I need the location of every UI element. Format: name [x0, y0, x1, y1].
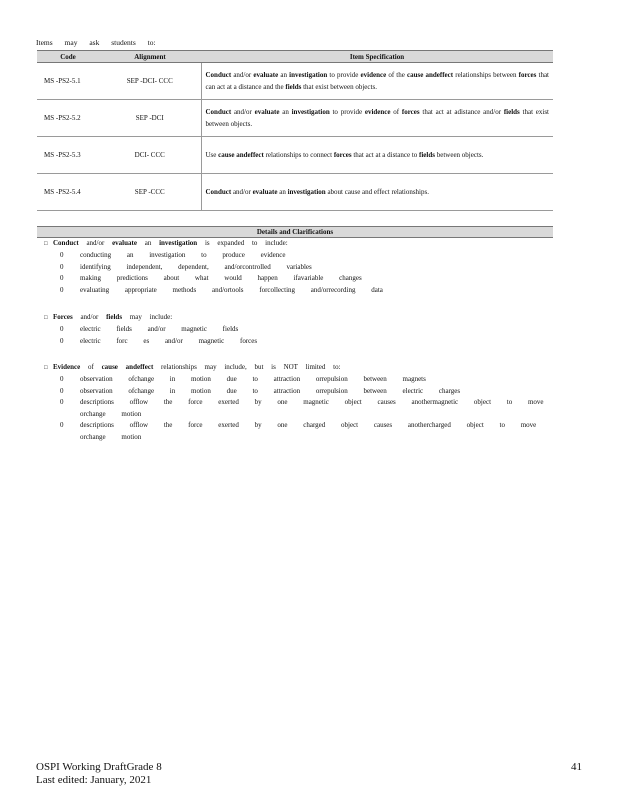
bold-term: forces [333, 150, 352, 159]
header-code: Code [37, 51, 99, 63]
item-specification-table [37, 50, 553, 211]
row-code: MS -PS2-5.2 [37, 100, 99, 137]
bold-term: Evidence [53, 363, 81, 371]
bold-term: Conduct [205, 70, 232, 79]
text-run: that exist between objects. [301, 83, 377, 91]
text-run: an [278, 70, 290, 79]
bold-term: evidence [364, 107, 391, 116]
header-item-specification: Item Specification [201, 51, 553, 63]
bold-term: fields [503, 107, 520, 116]
bold-term: cause [407, 70, 424, 79]
bullet-circle-icon: 0 [60, 325, 64, 333]
bold-term: Conduct [53, 239, 79, 247]
bold-term: Forces [53, 313, 73, 321]
list-item-text: electric fields and/or magnetic fields [80, 325, 239, 333]
text-run: of [80, 363, 102, 371]
text-run: that exist between objects. [205, 107, 549, 128]
bold-term: andeffect [125, 363, 154, 371]
text-run: an [279, 107, 292, 116]
bullet-circle-icon: 0 [60, 375, 64, 383]
list-item [44, 285, 574, 297]
bold-term: forces [401, 107, 420, 116]
bold-term: forces [518, 70, 537, 79]
row-alignment: SEP -CCC [99, 174, 201, 211]
table-row [37, 137, 553, 174]
bold-term: cause [101, 363, 118, 371]
row-specification [201, 63, 553, 100]
bullet-circle-icon: 0 [60, 398, 64, 406]
text-run: may include: [122, 313, 173, 321]
list-item [44, 262, 574, 274]
row-specification [201, 100, 553, 137]
text-run [118, 363, 126, 371]
list-item [44, 420, 574, 443]
bold-term: evaluate [252, 187, 278, 196]
list-item-text: evaluating appropriate methods and/ortools forcollecting and/orrecording data [80, 285, 383, 294]
text-run: and/or [72, 313, 107, 321]
list-item-text: observation ofchange in motion due to attraction orrepulsion between magnets [80, 375, 426, 383]
bold-term: Conduct [205, 187, 232, 196]
list-item [44, 336, 574, 348]
section-heading [44, 362, 574, 374]
text-run: of [390, 107, 402, 116]
bullet-circle-icon: 0 [60, 285, 64, 294]
text-run: is expanded to include: [197, 239, 288, 247]
bullet-square-icon: □ [44, 315, 48, 321]
table-row [37, 174, 553, 211]
details-heading: Details and Clarifications [37, 226, 553, 238]
section-heading [44, 238, 574, 250]
header-alignment: Alignment [99, 51, 201, 63]
text-run: between objects. [434, 150, 484, 159]
list-item [44, 250, 574, 262]
bullet-circle-icon: 0 [60, 274, 64, 282]
list-item-text: electric forc es and/or magnetic forces [80, 336, 258, 345]
clarification-section [44, 238, 574, 296]
list-item-text: making predictions about what would happen ifavariable changes [80, 274, 362, 282]
text-run: that act at adistance and/or [419, 107, 504, 116]
text-run: and/or [231, 70, 254, 79]
text-run: Use [205, 150, 219, 159]
row-code: MS -PS2-5.3 [37, 137, 99, 174]
bold-term: fields [106, 313, 123, 321]
bold-term: andeffect [236, 150, 264, 159]
section-heading [44, 312, 574, 324]
bullet-circle-icon: 0 [60, 336, 64, 345]
bold-term: andeffect [425, 70, 454, 79]
text-run: that act at a distance to [351, 150, 420, 159]
footer-edit-date: Last edited: January, 2021 [36, 774, 152, 786]
bullet-square-icon: □ [44, 365, 48, 371]
text-run: to provide [327, 70, 361, 79]
bullet-square-icon: □ [44, 241, 48, 247]
bold-term: investigation [291, 107, 330, 116]
bullet-circle-icon: 0 [60, 251, 64, 259]
table-header-row [37, 51, 553, 63]
clarification-section [44, 312, 574, 347]
row-alignment: SEP -DCI- CCC [99, 63, 201, 100]
row-specification [201, 137, 553, 174]
list-item [44, 397, 574, 420]
bold-term: evidence [360, 70, 387, 79]
text-run: that can act at a distance and the [205, 70, 549, 91]
bold-term: fields [419, 150, 435, 159]
page-number: 41 [571, 761, 582, 773]
bold-term: fields [285, 83, 302, 91]
row-specification [201, 174, 553, 211]
bold-term: evaluate [112, 239, 137, 247]
bold-term: investigation [289, 70, 328, 79]
intro-text: Items may ask students to: [36, 38, 156, 47]
bold-term: investigation [159, 239, 198, 247]
text-run: of the [386, 70, 407, 79]
list-item-text: observation ofchange in motion due to attraction orrepulsion between electric charges [80, 386, 461, 395]
text-run: and/or [231, 187, 253, 196]
table-row [37, 100, 553, 137]
bold-term: cause [218, 150, 235, 159]
bold-term: Conduct [205, 107, 232, 116]
list-item [44, 374, 574, 386]
text-run: relationships may include, but is NOT limited to: [153, 363, 341, 371]
row-alignment: SEP -DCI [99, 100, 201, 137]
list-item-text: identifying independent, dependent, and/orcontrolled variables [80, 262, 312, 271]
text-run: an [136, 239, 160, 247]
table-row [37, 63, 553, 100]
list-item-text: descriptions offlow the force exerted by one charged object causes anothercharged object to move orchange motion [80, 421, 537, 441]
text-run: and/or [231, 107, 255, 116]
bold-term: evaluate [254, 107, 280, 116]
bold-term: evaluate [253, 70, 279, 79]
text-run: to provide [329, 107, 365, 116]
row-code: MS -PS2-5.4 [37, 174, 99, 211]
footer-draft-label: OSPI Working DraftGrade 8 [36, 761, 162, 773]
list-item-text: conducting an investigation to produce evidence [80, 251, 286, 259]
text-run: about cause and effect relationships. [325, 187, 429, 196]
row-alignment: DCI- CCC [99, 137, 201, 174]
list-item-text: descriptions offlow the force exerted by one magnetic object causes anothermagnetic object to move orchange motion [80, 398, 544, 418]
clarification-section [44, 362, 574, 443]
list-item [44, 324, 574, 336]
text-run: relationships to connect [263, 150, 334, 159]
text-run: relationships between [453, 70, 519, 79]
row-code: MS -PS2-5.1 [37, 63, 99, 100]
text-run: an [277, 187, 288, 196]
bullet-circle-icon: 0 [60, 386, 64, 395]
bullet-circle-icon: 0 [60, 421, 64, 429]
footer [36, 761, 162, 787]
bullet-circle-icon: 0 [60, 262, 64, 271]
list-item [44, 273, 574, 285]
bold-term: investigation [287, 187, 326, 196]
text-run: and/or [78, 239, 113, 247]
list-item [44, 386, 574, 398]
